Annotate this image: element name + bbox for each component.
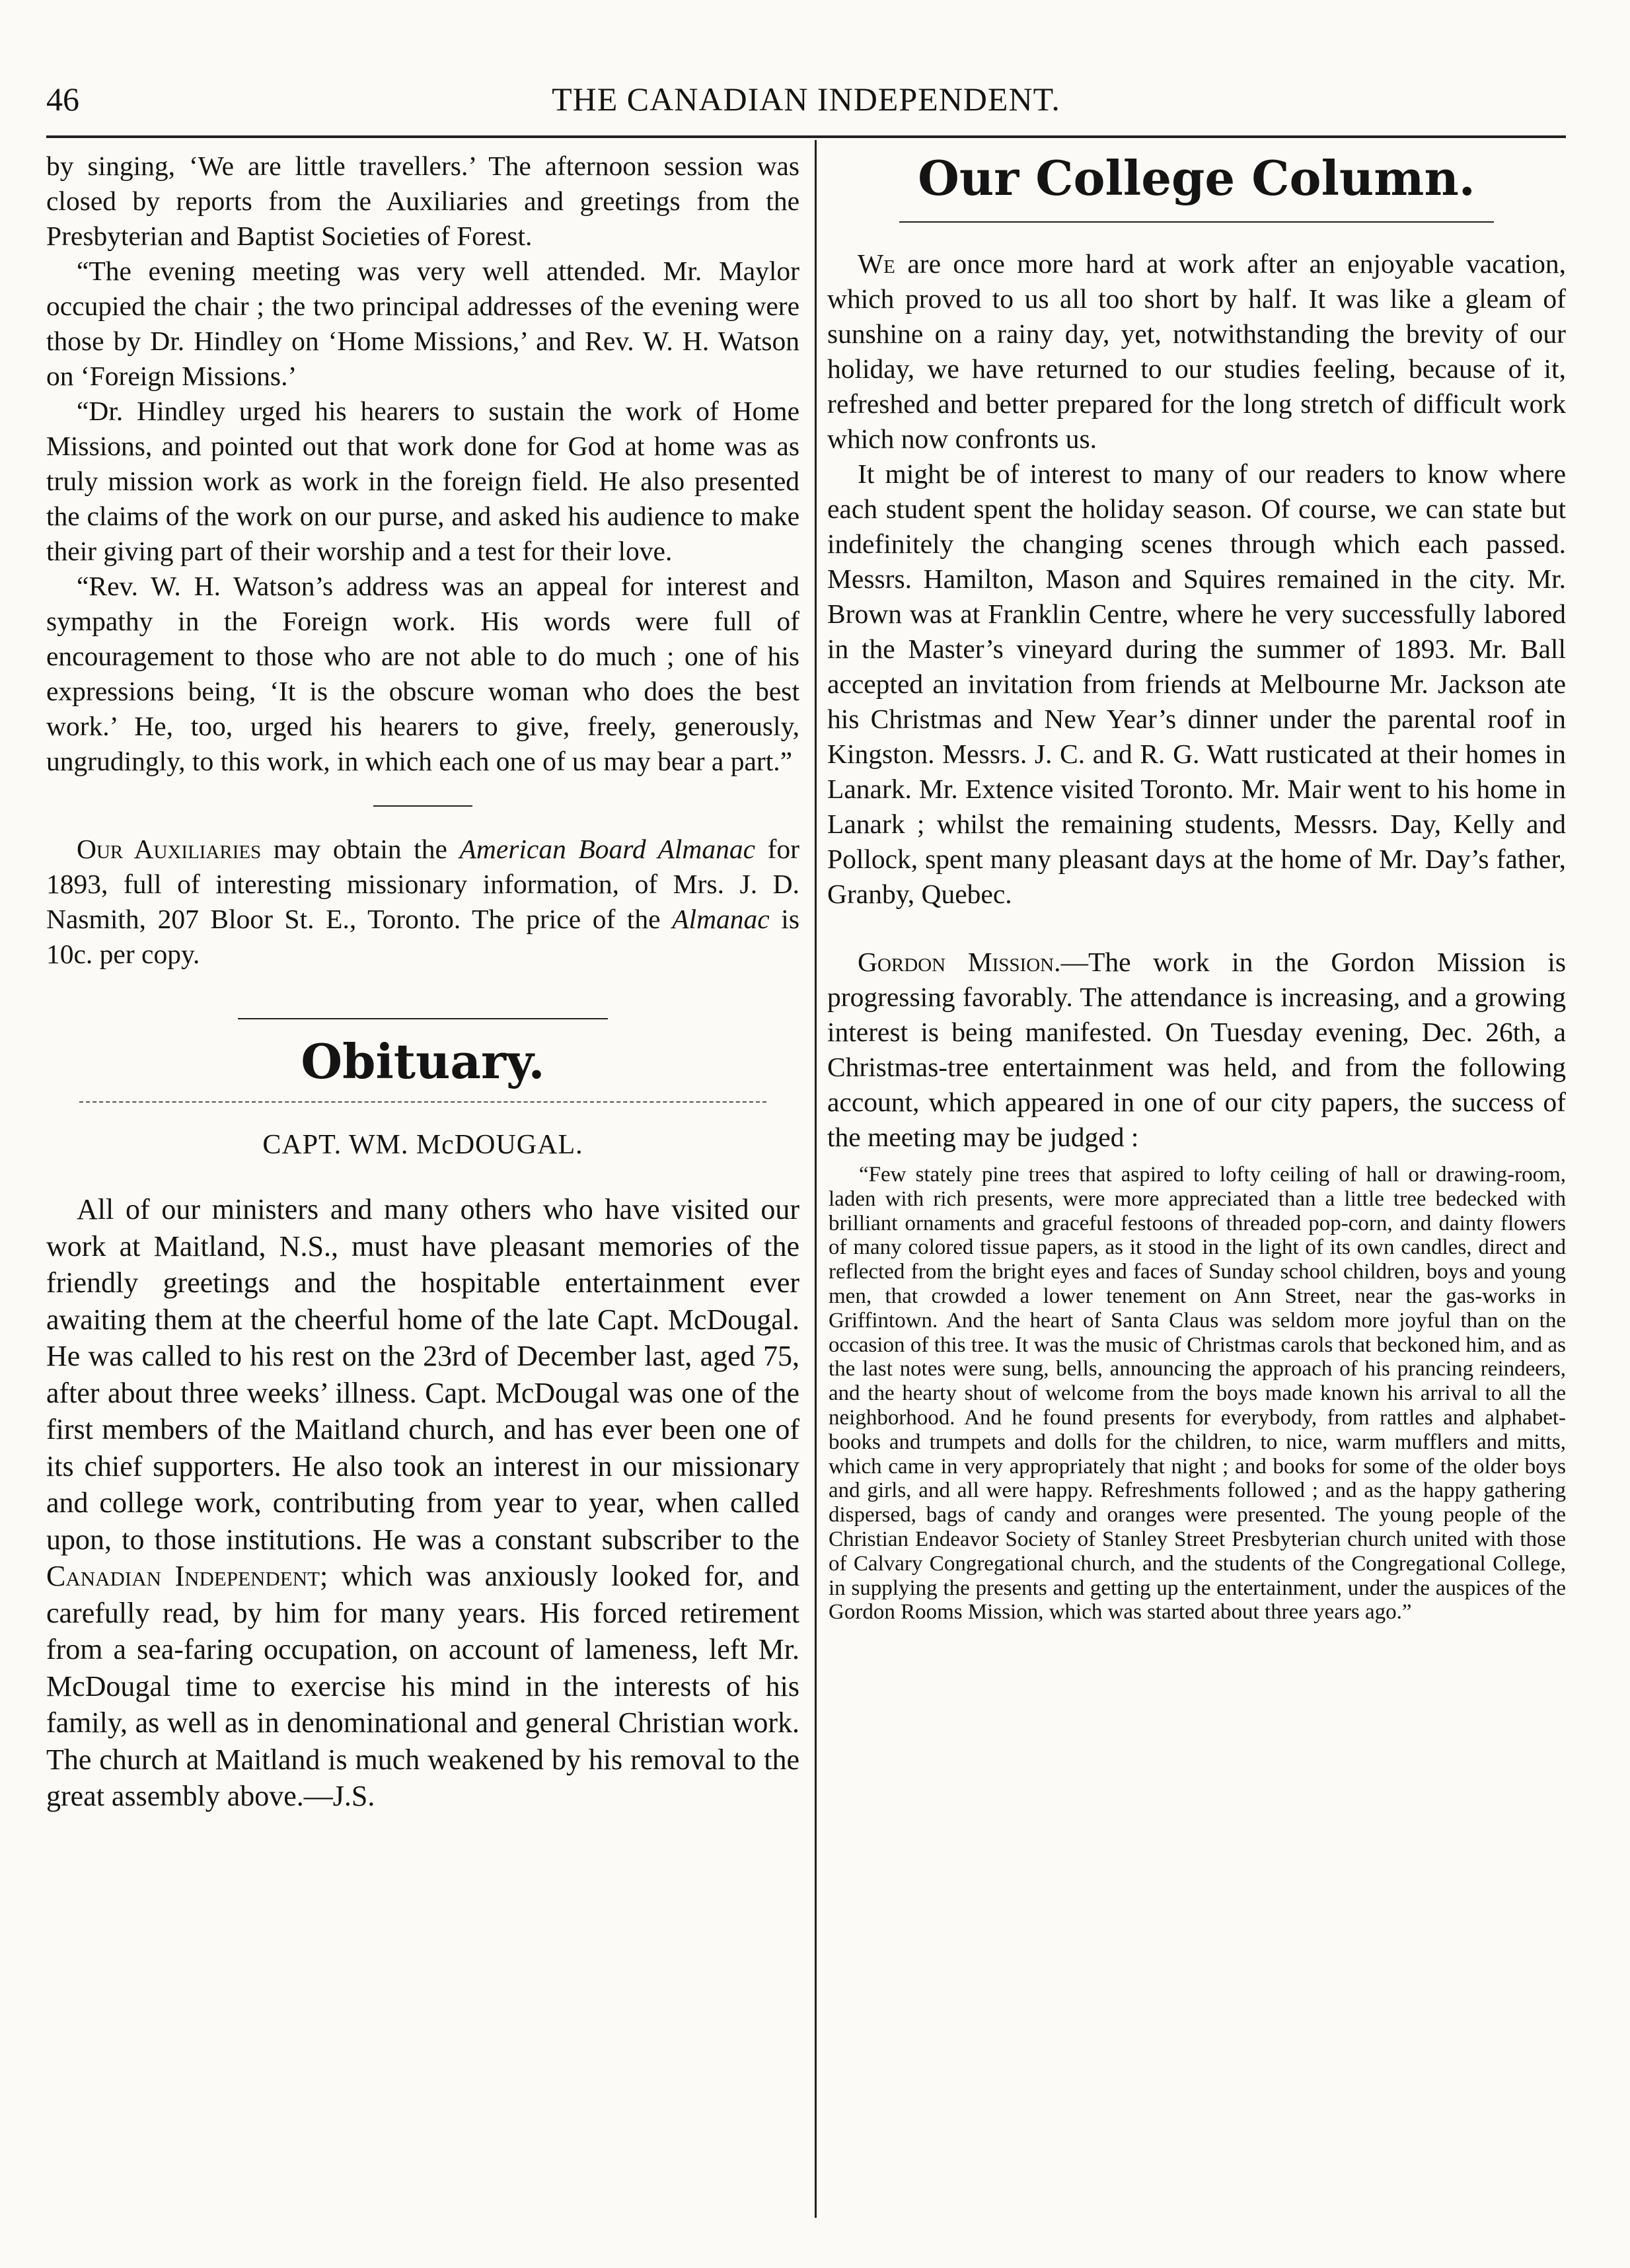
running-title: THE CANADIAN INDEPENDENT. (552, 81, 1060, 118)
publication-name: Canadian Independent (46, 1560, 320, 1592)
college-paragraph-2: It might be of interest to many of our readers to know where each student spent the holiday season. Of course, we can state but indefinitely the changing scenes through which each passed. Messrs. Hamilton, Mason and Squires remained in the city. Mr. Brown was at Franklin Centre, where he very successfully labored in the Master’s vineyard during the summer of 1893. Mr. Ball accepted an invitation from friends at Melbourne Mr. Jackson ate his Christmas and New Year’s dinner under the parental roof in Kingston. Messrs. J. C. and R. G. Watt rusticated at their homes in Lanark. Mr. Extence visited Toronto. Mr. Mair went to his home in Lanark ; whilst the remaining students, Messrs. Day, Kelly and Pollock, spent many pleasant days at the home of Mr. Day’s father, Granby, Quebec. (827, 458, 1566, 909)
obituary-body: All of our ministers and many others who have visited our work at Maitland, N.S., must have pleasant memories of the friendly greetings and the hospitable entertainment ever awaiting them at the cheerful home of the late Capt. McDougal. He was called to his rest on the 23rd of December last, aged 75, after about three weeks’ illness. Capt. McDougal was one of the first members of the Maitland church, and has ever been one of its chief supporters. He also took an interest in our missionary and college work, contributing from year to year, when called upon, to those institutions. He was a constant subscriber to the Canadian Independent; which was anxiously looked for, and carefully read, by him for many years. His forced retirement from a sea-faring occupation, on account of lameness, left Mr. McDougal time to exercise his mind in the interests of his family, as well as in denominational and general Christian work. The church at Maitland is much weakened by his removal to the great assembly above.—J.S. (46, 1193, 799, 1812)
christmas-tree-quote: “Few stately pine trees that aspired to lofty ceiling of hall or drawing-room, laden with rich presents, were more appreciated than a little tree bedecked with brilliant ornaments and graceful festoons of threaded pop-corn, and dainty flowers of many colored tissue papers, as it stood in the light of its own candles, direct and reflected from the bright eyes and faces of Sunday school children, boys and young men, that crowded a lower tenement on Ann Street, near the gas-works in Griffintown. And the heart of Santa Claus was seldom more joyful than on the occasion of this tree. It was the music of Christmas carols that beckoned him, and as the last notes were sung, bells, announcing the approach of his prancing reindeers, and the hearty shout of welcome from the boys made known his arrival to all the neighborhood. And he found presents for everybody, from rattles and alphabet-books and trumpets and dolls for the children, to nice, warm mufflers and mitts, which came in very appropriately that night ; and books for some of the older boys and girls, and all were happy. Refreshments followed ; and as the happy gathering dispersed, bags of candy and oranges were presented. The young people of the Christian Endeavor Society of Stanley Street Presbyterian church united with those of Calvary Congregational church, and the students of the Congregational College, in supplying the presents and getting up the entertainment, under the auspices of the Gordon Rooms Mission, which was started about three years ago.” (829, 1163, 1566, 1625)
left-paragraph-4: “Rev. W. H. Watson’s address was an appeal for interest and sympathy in the Foreign work. His words were full of encouragement to those who are not able to do much ; one of his expressions being, ‘It is the obscure woman who does the best work.’ He, too, urged his hearers to give, freely, generously, ungrudingly, to this work, in which each one of us may bear a part.” (46, 571, 799, 776)
almanac-title: American Board Almanac (459, 834, 756, 864)
page-number: 46 (46, 81, 79, 118)
gordon-mission-lead: Gordon Mission. (858, 947, 1061, 977)
obituary-rule-top (238, 1018, 608, 1019)
left-paragraph-3: “Dr. Hindley urged his hearers to sustain the work of Home Missions, and pointed out that work done for God at home was as truly mission work as work in the foreign field. He also presented the claims of the work on our purse, and asked his audience to make their giving part of their worship and a test for their love. (46, 396, 799, 566)
college-paragraph-1: We are once more hard at work after an enjoyable vacation, which proved to us all too short by half. It was like a gleam of sunshine on a rainy day, yet, notwithstanding the brevity of our holiday, we have returned to our studies feeling, because of it, refreshed and better prepared for the long stretch of difficult work which now confronts us. (827, 248, 1566, 454)
obituary-heading: Obituary. (301, 1033, 545, 1089)
running-header (46, 73, 1566, 126)
left-paragraph-2: “The evening meeting was very well attended. Mr. Maylor occupied the chair ; the two principal addresses of the evening were those by Dr. Hindley on ‘Home Missions,’ and Rev. W. H. Watson on ‘Foreign Missions.’ (46, 256, 799, 391)
left-paragraph-1: by singing, ‘We are little travellers.’ The afternoon session was closed by reports from the Auxiliaries and greetings from the Presbyterian and Baptist Societies of Forest. (46, 151, 799, 251)
auxiliaries-notice: Our Auxiliaries may obtain the American Board Almanac for 1893, full of interesting missionary information, of Mrs. J. D. Nasmith, 207 Bloor St. E., Toronto. The price of the Almanac is 10c. per copy. (46, 834, 799, 969)
right-column (827, 149, 1566, 1625)
auxiliaries-lead: Our Auxiliaries (77, 834, 262, 864)
column-divider (815, 140, 817, 2218)
header-rule (46, 135, 1566, 138)
left-column (46, 149, 799, 1815)
gordon-mission-paragraph: Gordon Mission.—The work in the Gordon Mission is progressing favorably. The attendance is increasing, and a growing interest is being manifested. On Tuesday evening, Dec. 26th, a Christmas-tree entertainment was held, and from the following account, which appeared in one of our city papers, the success of the meeting may be judged : (827, 947, 1566, 1152)
college-column-heading: Our College Column. (918, 150, 1475, 206)
obituary-title: CAPT. WM. McDOUGAL. (262, 1130, 583, 1160)
